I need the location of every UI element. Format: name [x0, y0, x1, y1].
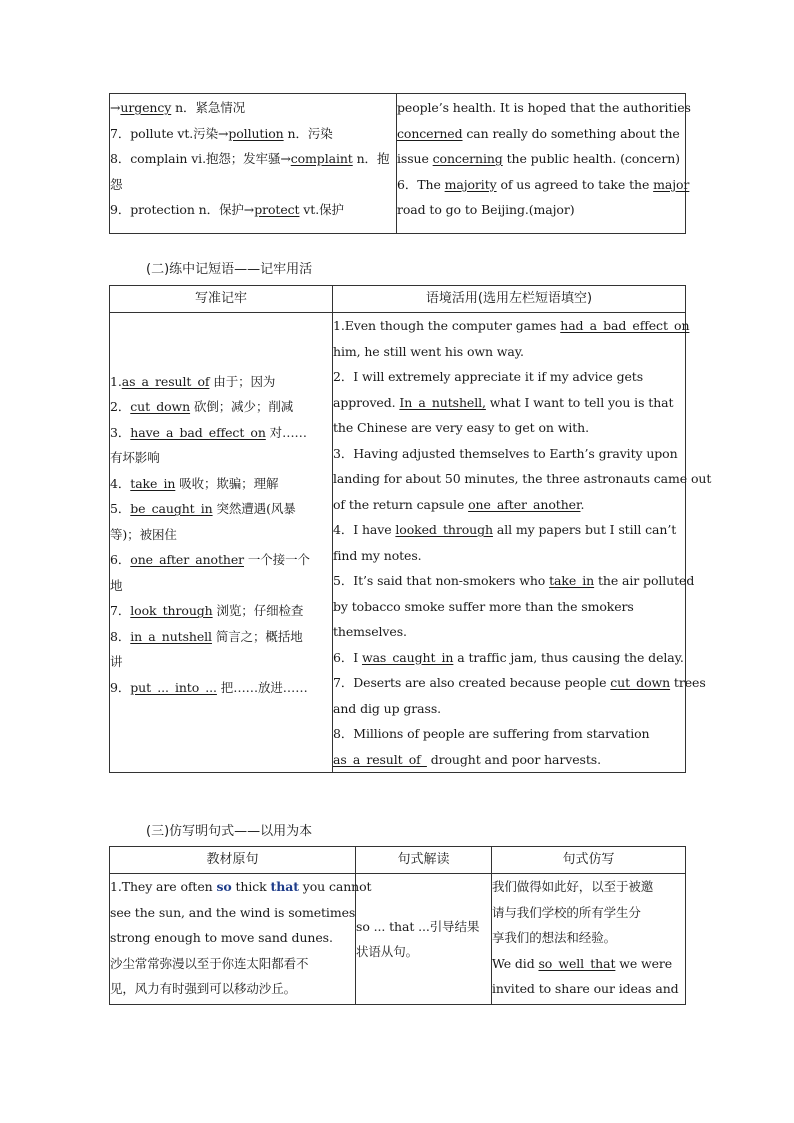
phrase-item — [110, 471, 332, 497]
line-text: 1.They are often — [110, 879, 217, 894]
context-sentence-line — [333, 339, 685, 365]
header-pattern-analysis: 句式解读 — [356, 847, 492, 874]
context-sentence-line — [333, 645, 685, 671]
header-imitation: 句式仿写 — [492, 847, 686, 874]
section-title-sentences: (三)仿写明句式——以用为本 — [146, 824, 313, 839]
line-text: of the return capsule — [333, 496, 469, 512]
line-text: a traffic jam, thus causing the delay. — [453, 649, 684, 665]
line-text: 4． — [110, 475, 131, 491]
answer-blank: so_well_that — [538, 955, 616, 971]
context-sentence-line — [333, 390, 685, 416]
phrase-item — [110, 394, 332, 420]
fill-in-line — [397, 197, 685, 223]
imitation-line — [492, 874, 685, 900]
context-sentences-cell — [333, 313, 712, 773]
line-text: road to go to Beijing.(major) — [397, 202, 575, 217]
line-text: 8． — [110, 628, 131, 644]
line-text: of us agreed to take the — [496, 176, 654, 192]
line-text: 9．protection n．保护→ — [110, 202, 255, 217]
answer-blank: looked_through — [395, 522, 493, 537]
line-text: 请与我们学校的所有学生分 — [492, 904, 641, 920]
phrase-item — [110, 675, 332, 701]
phrase-item — [110, 420, 332, 446]
line-text: 由于；因为 — [209, 373, 276, 389]
context-sentence-line — [333, 492, 685, 518]
word-form-line — [110, 95, 396, 121]
line-text: 吸收；欺骗；理解 — [175, 475, 279, 491]
fill-in-line — [397, 146, 685, 172]
pattern-analysis-line: so ... that ...引导结果 — [356, 918, 480, 934]
line-text: 简言之；概括地 — [211, 628, 303, 644]
line-text: 7．Deserts are also created because people — [333, 675, 611, 690]
line-text: the public health. (concern) — [502, 151, 680, 166]
answer-blank: have_a_bad_effect_on — [130, 424, 266, 440]
line-text: . — [580, 496, 585, 512]
answer-blank: had_a_bad_effect_on — [560, 318, 690, 333]
line-text: 3． — [110, 424, 131, 440]
original-sentence-cell — [110, 874, 372, 1005]
answer-blank: cut_down — [610, 675, 671, 690]
line-text: the air polluted — [594, 573, 695, 588]
line-text: drought and poor harvests. — [426, 751, 601, 767]
line-text: 等)；被困住 — [110, 526, 177, 542]
context-sentence-line — [333, 670, 706, 696]
fill-in-line — [397, 95, 691, 121]
line-text: vt.保护 — [299, 202, 344, 217]
line-text: 地 — [110, 577, 123, 593]
original-sentence-line — [110, 900, 355, 926]
context-sentence-line — [333, 543, 685, 569]
line-text: → — [110, 100, 121, 115]
keyword-highlight: that — [270, 879, 299, 894]
answer-blank: take_in — [130, 475, 176, 491]
answer-blank: major — [653, 176, 690, 192]
context-sentence-line — [333, 415, 685, 441]
sentence-patterns-table — [109, 846, 686, 1005]
line-text: 6．The — [397, 176, 445, 192]
line-text: 讲 — [110, 654, 123, 670]
answer-blank: in_a_nutshell — [130, 628, 212, 644]
pattern-analysis-cell — [356, 874, 492, 1005]
line-text: 享我们的想法和经验。 — [492, 930, 617, 945]
header-original-sentence: 教材原句 — [110, 847, 356, 874]
phrase-item — [110, 598, 332, 624]
line-text: 对…… — [265, 424, 307, 440]
context-sentence-line — [333, 441, 685, 467]
original-sentence-line — [110, 951, 355, 977]
context-sentence-line — [333, 721, 685, 747]
fill-in-line — [397, 172, 690, 198]
line-text: 5．It’s said that non-smokers who — [333, 573, 550, 588]
line-text: 7．pollute vt.污染→ — [110, 125, 229, 141]
line-text: 我们做得如此好，以至于被邀 — [492, 879, 654, 894]
keyword-highlight: so — [216, 879, 232, 894]
header-memorize: 写准记牢 — [110, 286, 333, 313]
line-text: 2． — [110, 399, 131, 415]
header-context-use: 语境活用(选用左栏短语填空) — [333, 286, 686, 313]
line-text: strong enough to move sand dunes. — [110, 930, 333, 945]
line-text: approved. — [333, 394, 400, 410]
word-form-line — [110, 121, 396, 147]
answer-blank: protect — [254, 202, 300, 217]
answer-blank: put_..._into_... — [130, 679, 217, 695]
line-text: 1.Even though the computer games — [333, 318, 561, 333]
line-text: 突然遭遇(风暴 — [212, 501, 296, 517]
phrase-item — [110, 547, 332, 573]
context-sentence-line — [333, 619, 685, 645]
imitation-line — [492, 951, 685, 977]
line-text: people’s health. It is hoped that the authorities — [397, 100, 691, 115]
word-form-line — [110, 172, 396, 198]
answer-blank: be_caught_in — [130, 501, 213, 517]
phrase-item — [110, 573, 332, 599]
fill-in-line — [397, 121, 685, 147]
line-text: 9． — [110, 679, 131, 695]
line-text: 8．complain vi.抱怨；发牢骚→ — [110, 151, 291, 166]
line-text: landing for about 50 minutes, the three astronauts came out — [333, 471, 712, 486]
line-text: 6． — [110, 552, 131, 568]
line-text: we were — [615, 955, 673, 971]
context-sentence-line — [333, 594, 685, 620]
line-text: 怨 — [110, 176, 123, 192]
line-text: 5． — [110, 501, 131, 517]
answer-blank: look_through — [130, 603, 213, 619]
line-text: 砍倒；减少；削减 — [190, 399, 294, 415]
line-text: 8．Millions of people are suffering from starvation — [333, 726, 650, 741]
section-title-phrases: (二)练中记短语——记牢用活 — [146, 262, 313, 277]
line-text: the Chinese are very easy to get on with. — [333, 420, 589, 435]
answer-blank: as_a_result_of — [121, 373, 210, 389]
line-text: see the sun, and the wind is sometimes — [110, 904, 356, 920]
line-text: We did — [492, 955, 539, 971]
answer-blank: complaint — [290, 151, 353, 166]
context-sentence-line — [333, 747, 685, 773]
context-sentence-line — [333, 696, 685, 722]
answer-blank: majority — [444, 176, 497, 192]
imitation-line — [492, 925, 685, 951]
line-text: you cannot — [298, 879, 372, 894]
phrase-list-cell — [110, 313, 333, 773]
word-form-line — [110, 197, 396, 223]
line-text: 2．I will extremely appreciate it if my advice gets — [333, 369, 644, 384]
answer-blank: take_in — [549, 573, 595, 588]
word-table-continued — [109, 93, 691, 234]
original-sentence-line — [110, 874, 372, 900]
line-text: 1. — [110, 373, 122, 389]
answer-blank: In_a_nutshell, — [399, 394, 486, 410]
context-sentence-line — [333, 517, 685, 543]
imitation-line — [492, 976, 685, 1002]
line-text: 浏览；仔细检查 — [212, 603, 304, 619]
line-text: 3．Having adjusted themselves to Earth’s gravity upon — [333, 445, 678, 461]
answer-blank: cut_down — [130, 399, 191, 415]
line-text: 一个接一个 — [244, 552, 310, 568]
line-text: 7． — [110, 603, 131, 619]
line-text: thick — [231, 879, 271, 894]
phrase-item — [110, 522, 332, 548]
original-sentence-line — [110, 976, 355, 1002]
answer-blank: concerned — [397, 125, 463, 141]
context-sentence-line — [333, 568, 695, 594]
answer-blank: one_after_another — [468, 496, 581, 512]
line-text: invited to share our ideas and — [492, 981, 679, 996]
pattern-analysis-line: 状语从句。 — [356, 944, 419, 959]
phrase-item — [110, 649, 332, 675]
line-text: 见，风力有时强到可以移动沙丘。 — [110, 981, 297, 996]
line-text: n．污染 — [283, 125, 333, 141]
line-text: find my notes. — [333, 547, 422, 563]
line-text: issue — [397, 151, 433, 166]
phrases-table — [109, 285, 712, 773]
original-sentence-line — [110, 925, 355, 951]
context-sentence-line — [333, 364, 685, 390]
line-text: him, he still went his own way. — [333, 343, 524, 359]
phrase-item — [110, 624, 332, 650]
phrase-item — [110, 496, 332, 522]
line-text: by tobacco smoke suffer more than the smokers — [333, 598, 634, 614]
imitation-cell — [492, 874, 686, 1005]
phrase-item — [110, 445, 332, 471]
line-text: trees — [670, 675, 706, 690]
line-text: n．抱 — [352, 151, 390, 166]
word-forms-right-cell — [397, 94, 691, 234]
line-text: all my papers but I still can’t — [492, 522, 677, 537]
answer-blank: pollution — [228, 125, 284, 141]
answer-blank: concerning — [432, 151, 503, 166]
context-sentence-line — [333, 313, 690, 339]
answer-blank: one_after_another — [130, 552, 244, 568]
answer-blank: as_a_result_of_ — [333, 751, 427, 767]
phrase-item — [110, 369, 332, 395]
word-forms-left-cell — [110, 94, 397, 234]
line-text: 沙尘常常弥漫以至于你连太阳都看不 — [110, 955, 309, 971]
line-text: 有坏影响 — [110, 450, 160, 466]
answer-blank: urgency — [120, 100, 172, 115]
line-text: can really do something about the — [462, 125, 680, 141]
line-text: n．紧急情况 — [171, 100, 246, 115]
line-text: themselves. — [333, 624, 407, 639]
word-form-line — [110, 146, 396, 172]
line-text: and dig up grass. — [333, 700, 442, 716]
answer-blank: was_caught_in — [361, 649, 454, 665]
imitation-line — [492, 900, 685, 926]
line-text: 把……放进…… — [216, 679, 308, 695]
context-sentence-line — [333, 466, 712, 492]
line-text: 6．I — [333, 649, 362, 665]
line-text: what I want to tell you is that — [485, 394, 674, 410]
line-text: 4．I have — [333, 522, 396, 537]
